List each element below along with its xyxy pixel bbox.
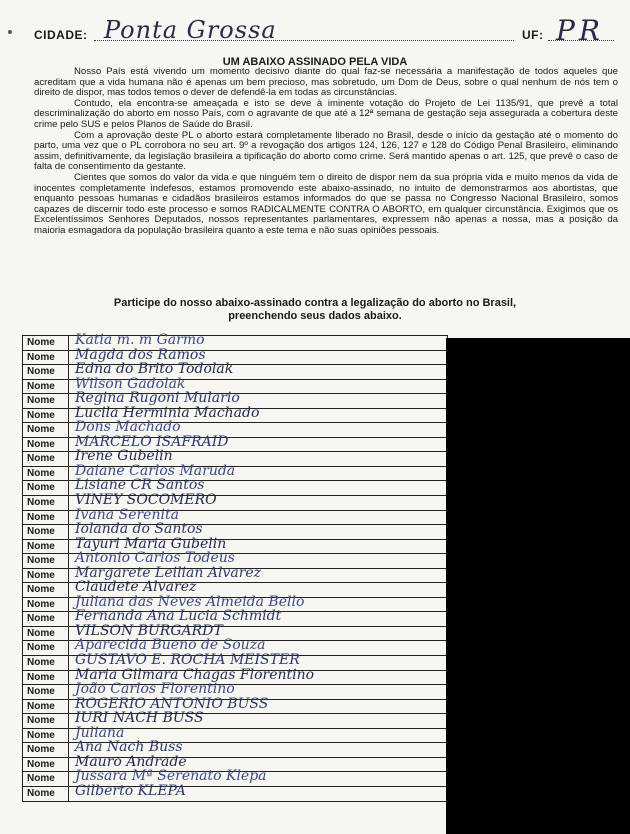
city-value: Ponta Grossa xyxy=(104,16,277,44)
handwritten-signature: Daiane Carlos Maruda xyxy=(75,462,236,479)
handwritten-signature: Gilberto KLEPA xyxy=(75,782,186,799)
name-label: Nome xyxy=(23,540,69,554)
name-label: Nome xyxy=(23,671,69,685)
handwritten-signature: Dons Machado xyxy=(75,419,181,436)
name-label: Nome xyxy=(23,569,69,583)
cta-line-1: Participe do nosso abaixo-assinado contra a legalização do aborto no Brasil, xyxy=(113,297,517,309)
handwritten-signature: Jussara Mª Serenato Klepa xyxy=(75,768,267,785)
handwritten-signature: Magda dos Ramos xyxy=(75,346,206,363)
name-label: Nome xyxy=(23,380,69,394)
name-label: Nome xyxy=(23,496,69,510)
name-label: Nome xyxy=(23,641,69,655)
call-to-action xyxy=(0,297,630,323)
paper-speck xyxy=(8,30,12,34)
name-label: Nome xyxy=(23,758,69,772)
handwritten-signature: MARCELO ISAFRAID xyxy=(75,433,229,450)
handwritten-signature: João Carlos Florentino xyxy=(75,681,235,698)
paragraph-2: Contudo, ela encontra-se ameaçada e isto se deve à iminente votação do Projeto de Lei 1135/91, que prevê a total descriminalização do aborto em nosso País, com o agravante de que até a 12ª semana de gestação seja assegurada a cobertura deste crime pelo SUS e pelos Planos de Saúde do Brasil. xyxy=(34,97,618,130)
handwritten-signature: Lisiane CR Santos xyxy=(75,477,205,494)
name-label: Nome xyxy=(23,452,69,466)
handwritten-signature: ROGERIO ANTONIO BUSS xyxy=(75,695,269,712)
handwritten-signature: IURI NACH BUSS xyxy=(75,710,204,727)
handwritten-signature: Lucila Herminia Machado xyxy=(75,404,260,421)
name-label: Nome xyxy=(23,511,69,525)
handwritten-signature: VILSON BURGARDT xyxy=(75,622,223,639)
petition-body xyxy=(34,67,618,237)
cta-line-2: preenchendo seus dados abaixo. xyxy=(228,310,402,322)
handwritten-signature: Maria Gilmara Chagas Florentino xyxy=(75,666,315,683)
handwritten-signature: Edna do Brito Todolak xyxy=(75,361,234,378)
name-label: Nome xyxy=(23,583,69,597)
handwritten-signature: Irene Gubelin xyxy=(75,448,173,465)
name-label: Nome xyxy=(23,743,69,757)
handwritten-signature: Wilson Gadolak xyxy=(75,375,186,392)
uf-label: UF: xyxy=(522,28,544,42)
handwritten-signature: Tayuri Maria Gubelin xyxy=(75,535,227,552)
handwritten-signature: Claudete Alvarez xyxy=(75,579,197,596)
name-label: Nome xyxy=(23,627,69,641)
handwritten-signature: Juliana xyxy=(75,724,125,741)
handwritten-signature: Regina Rugoni Mulario xyxy=(75,390,240,407)
name-label: Nome xyxy=(23,438,69,452)
handwritten-signature: Margarete Leilian Alvarez xyxy=(75,564,262,581)
name-label: Nome xyxy=(23,598,69,612)
signature-row xyxy=(23,782,447,802)
handwritten-signature: Ivana Serenita xyxy=(75,506,179,523)
redaction-block xyxy=(446,338,630,834)
name-label: Nome xyxy=(23,423,69,437)
name-label: Nome xyxy=(23,700,69,714)
handwritten-signature: Ana Nach Buss xyxy=(75,739,183,756)
name-label: Nome xyxy=(23,394,69,408)
name-label: Nome xyxy=(23,554,69,568)
handwritten-signature: Fernanda Ana Lucia Schmidt xyxy=(75,608,282,625)
name-label: Nome xyxy=(23,729,69,743)
name-label: Nome xyxy=(23,772,69,786)
handwritten-signature: GUSTAVO E. ROCHA MEISTER xyxy=(75,652,300,669)
name-label: Nome xyxy=(23,714,69,728)
handwritten-signature: Katia m. m Garmo xyxy=(75,332,205,348)
name-label: Nome xyxy=(23,409,69,423)
signature-table xyxy=(22,332,448,802)
paragraph-4: Cientes que somos do valor da vida e que ninguém tem o direito de dispor nem da sua própria vida e muito menos da vida de inocentes completamente indefesos, estamos promovendo este abaixo-assinado, no intuito de demonstrarmos aos abortistas, que enquanto pessoas humanas e cidadãos brasileiros estamos informados do que se passa no Congresso Nacional Brasileiro, somos capazes de discernir todo este processo e somos RADICALMENTE CONTRA O ABORTO, em qualquer circunstância. Exigimos que os Excelentíssimos Senhores Deputados, nossos representantes parlamentares, expressem não apenas a nossa, mas a posição da maioria esmagadora da população brasileira quanto a este tema e não suas opiniões pessoais. xyxy=(34,171,618,236)
name-label: Nome xyxy=(23,525,69,539)
name-label: Nome xyxy=(23,351,69,365)
city-label: CIDADE: xyxy=(34,28,88,42)
petition-title: UM ABAIXO ASSINADO PELA VIDA xyxy=(222,56,408,68)
name-label: Nome xyxy=(23,467,69,481)
name-label: Nome xyxy=(23,787,69,801)
handwritten-signature: Aparecida Bueno de Souza xyxy=(75,637,266,654)
name-label: Nome xyxy=(23,656,69,670)
handwritten-signature: VINEY SOCOMERO xyxy=(75,492,217,509)
paragraph-3: Com a aprovação deste PL o aborto estará completamente liberado no Brasil, desde o início da gestação até o momento do parto, uma vez que o PL corrobora no seu art. 9º a revogação dos artigos 124, 126, 127 e 128 do Código Penal Brasileiro, eliminando assim, definitivamente, da legislação brasileira a tipificação do aborto como crime. Será mantido apenas o art. 125, que prevê o caso de falta de consentimento da gestante. xyxy=(34,129,618,173)
name-label: Nome xyxy=(23,612,69,626)
handwritten-signature: Iolanda do Santos xyxy=(75,521,203,538)
name-label: Nome xyxy=(23,685,69,699)
handwritten-signature: Antonio Carlos Todeus xyxy=(75,550,235,567)
location-header xyxy=(34,14,614,48)
paragraph-1: Nosso País está vivendo um momento decisivo diante do qual faz-se necessária a manifestação de todos aqueles que acreditam que a vida humana não é apenas um bem precioso, mas sobretudo, um Dom de Deus, sobre o qual nenhum de nós tem o direito de dispor, mas todos temos o dever de defendê-la em todas as circunstâncias. xyxy=(34,66,618,99)
name-label: Nome xyxy=(23,365,69,379)
uf-value: PR xyxy=(556,14,604,47)
handwritten-signature: Mauro Andrade xyxy=(75,753,187,770)
name-label: Nome xyxy=(23,336,69,350)
name-label: Nome xyxy=(23,481,69,495)
handwritten-signature: Juliana das Neves Almeida Bello xyxy=(75,593,305,610)
